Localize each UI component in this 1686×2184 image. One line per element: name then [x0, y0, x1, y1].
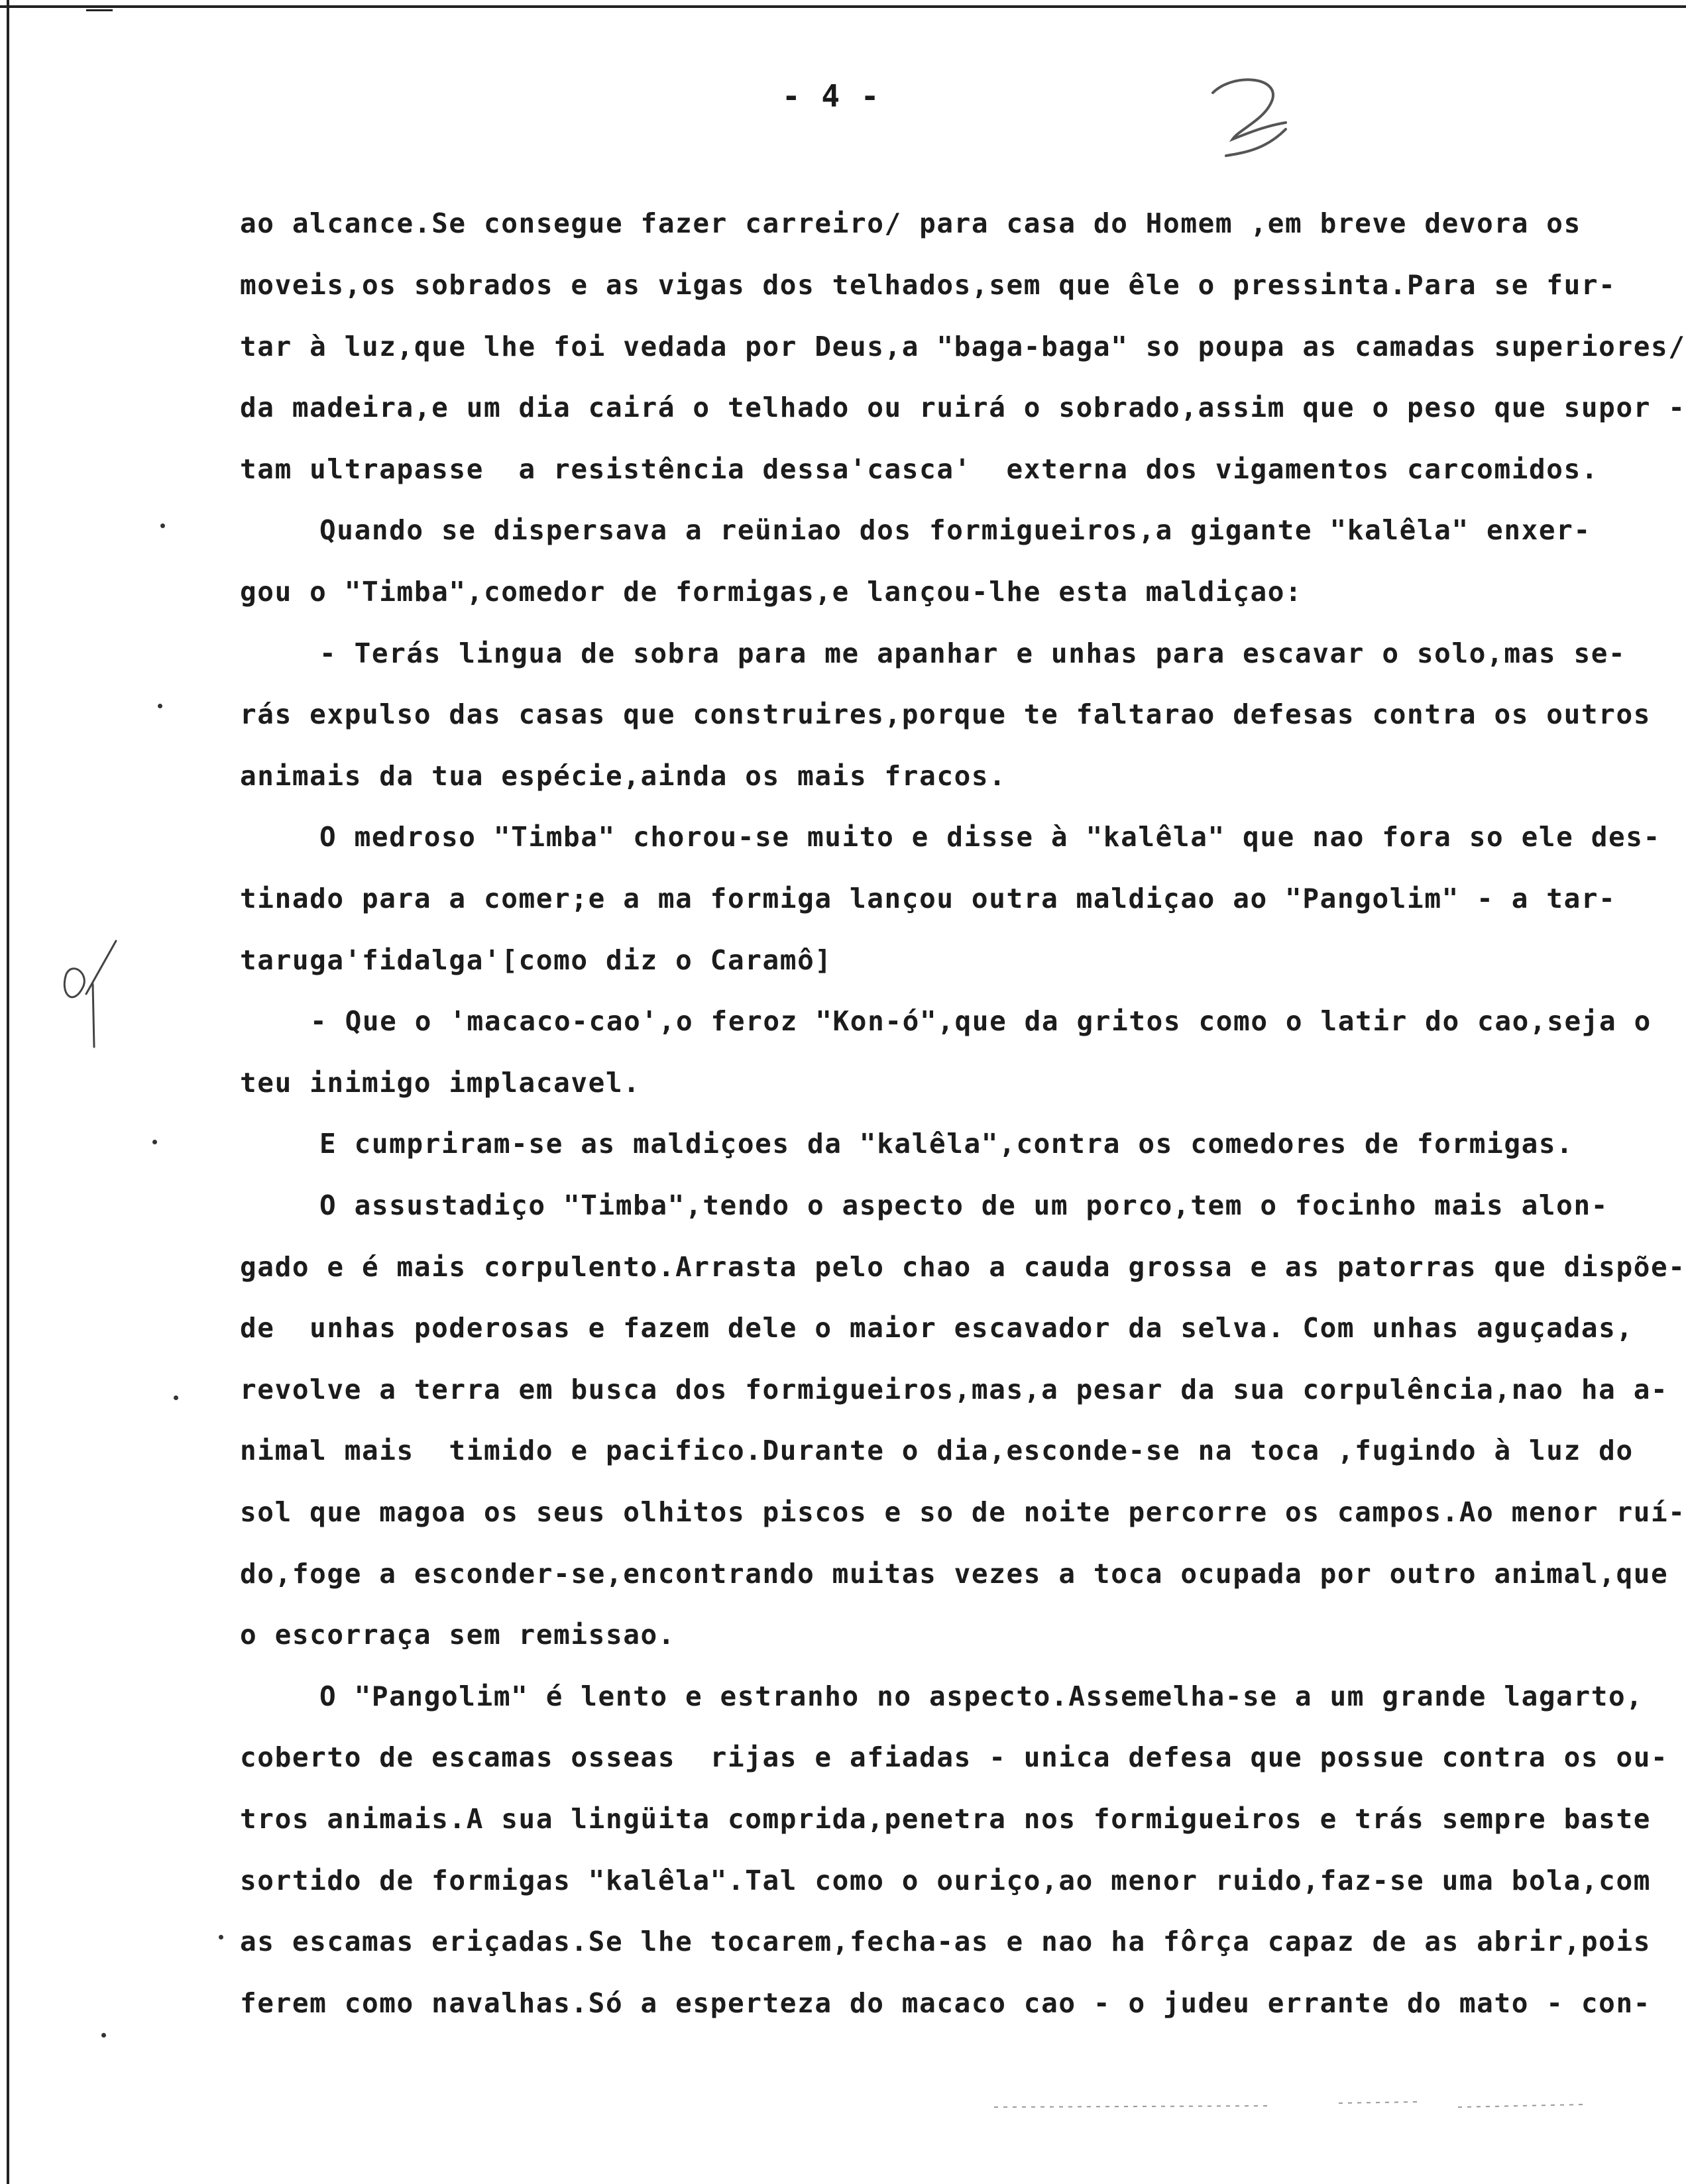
text-line: gou o "Timba",comedor de formigas,e lançou-lhe esta maldiçao: [240, 576, 1303, 608]
text-line: O "Pangolim" é lento e estranho no aspecto.Assemelha-se a um grande lagarto, [319, 1680, 1644, 1712]
text-line: animais da tua espécie,ainda os mais fracos. [240, 760, 1007, 792]
text-line: O medroso "Timba" chorou-se muito e disse à "kalêla" que nao fora so ele des- [319, 821, 1661, 853]
text-line: gado e é mais corpulento.Arrasta pelo chao a cauda grossa e as patorras que dispõe- [240, 1251, 1686, 1283]
text-line: revolve a terra em busca dos formigueiros,mas,a pesar da sua corpulência,nao ha a- [240, 1374, 1669, 1405]
text-line: da madeira,e um dia cairá o telhado ou ruirá o sobrado,assim que o peso que supor - [240, 392, 1686, 423]
text-line: rás expulso das casas que construires,porque te faltarao defesas contra os outros [240, 698, 1652, 730]
text-line: teu inimigo implacavel. [240, 1067, 641, 1099]
text-line: de unhas poderosas e fazem dele o maior escavador da selva. Com unhas aguçadas, [240, 1312, 1634, 1344]
text-line: Quando se dispersava a reüniao dos formigueiros,a gigante "kalêla" enxer- [319, 514, 1591, 546]
scan-smudge [994, 2099, 1591, 2111]
text-line: as escamas eriçadas.Se lhe tocarem,fecha-as e nao ha fôrça capaz de as abrir,pois [240, 1926, 1652, 1957]
text-line: nimal mais timido e pacifico.Durante o dia,esconde-se na toca ,fugindo à luz do [240, 1435, 1634, 1466]
text-line: tinado para a comer;e a ma formiga lançou outra maldiçao ao "Pangolim" - a tar- [240, 883, 1616, 914]
text-line: taruga'fidalga'[como diz o Caramô] [240, 944, 832, 976]
text-line: coberto de escamas osseas rijas e afiadas - unica defesa que possue contra os ou- [240, 1741, 1669, 1773]
text-line: E cumpriram-se as maldiçoes da "kalêla",contra os comedores de formigas. [319, 1128, 1574, 1160]
text-line: ferem como navalhas.Só a esperteza do macaco cao - o judeu errante do mato - con- [240, 1987, 1652, 2019]
text-line: O assustadiço "Timba",tendo o aspecto de um porco,tem o focinho mais alon- [319, 1189, 1609, 1221]
text-line: - Que o 'macaco-cao',o feroz "Kon-ó",que da gritos como o latir do cao,seja o [310, 1005, 1652, 1037]
text-line: - Terás lingua de sobra para me apanhar e unhas para escavar o solo,mas se- [319, 637, 1626, 669]
text-line: moveis,os sobrados e as vigas dos telhados,sem que êle o pressinta.Para se fur- [240, 269, 1616, 301]
text-line: sortido de formigas "kalêla".Tal como o ouriço,ao menor ruido,faz-se uma bola,com [240, 1865, 1652, 1896]
text-line: do,foge a esconder-se,encontrando muitas vezes a toca ocupada por outro animal,que [240, 1558, 1669, 1590]
text-line: o escorraça sem remissao. [240, 1619, 676, 1651]
text-line: tam ultrapasse a resistência dessa'casca' externa dos vigamentos carcomidos. [240, 453, 1599, 485]
page-number: - 4 - [782, 78, 881, 114]
text-line: ao alcance.Se consegue fazer carreiro/ para casa do Homem ,em breve devora os [240, 207, 1581, 239]
text-line: tros animais.A sua lingüita comprida,penetra nos formigueiros e trás sempre baste [240, 1803, 1652, 1835]
text-line: sol que magoa os seus olhitos piscos e so de noite percorre os campos.Ao menor ruí- [240, 1496, 1686, 1528]
text-line: tar à luz,que lhe foi vedada por Deus,a "baga-baga" so poupa as camadas superiores/ [240, 331, 1686, 362]
